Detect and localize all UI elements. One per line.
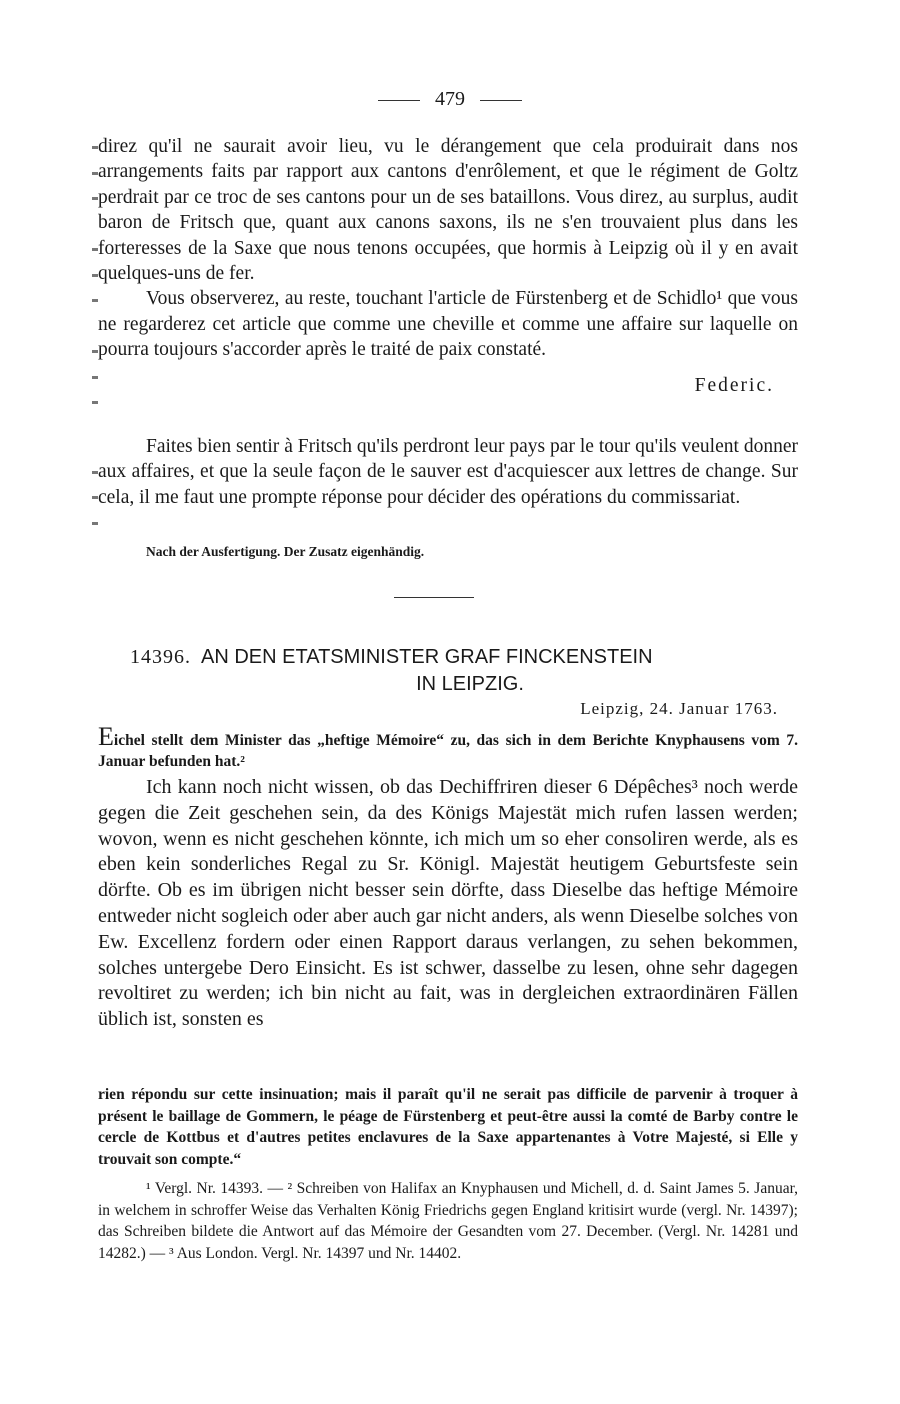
paragraph: Faites bien sentir à Fritsch qu'ils perdront leur pays par le tour qu'ils veulent donner aux affaires, et que la seule façon de le sauver est d'acquiescer aux lettres de change. Sur cela, il me faut une prompte réponse pour décider des opérations du commissariat. (98, 436, 798, 508)
document-number: 14396. (130, 646, 191, 668)
margin-mark (92, 350, 98, 353)
margin-mark (92, 172, 98, 175)
drop-capital: E (98, 722, 114, 751)
paragraph: direz qu'il ne saurait avoir lieu, vu le dérangement que cela produirait dans nos arrangements faits par rapport aux cantons d'enrôlement, et que le régiment de Goltz perdrait par ce troc de ses cantons pour un de ses bataillons. Vous direz, au surplus, audit baron de Fritsch que, quant aux canons saxons, ils ne s'en trouvaient plus dans les forteresses de la Saxe que nous tenons occupées, que hormis à Leipzig où il y en avait quelques-uns de fer. (98, 136, 798, 285)
margin-mark (92, 496, 98, 499)
summary-text: ichel stellt dem Minister das „heftige Mémoire“ zu, das sich in dem Berichte Knyphausens vom 7. Januar befunden hat.² (98, 732, 798, 770)
paragraph: Ich kann noch nicht wissen, ob das Dechiffriren dieser 6 Dépêches³ noch werde gegen die Zeit geschehen sein, da des Königs Majestät mich rufen lassen werden; wovon, wenn es nicht geschehen könnte, ich mich um so eher consoliren werde, als es eben kein sonderliches Regal zu Sr. Königl. Majestät heutigem Geburtsfeste sein dörfte. Ob es im übrigen nicht besser sein dörfte, dass Dieselbe das heftige Mémoire entweder nicht sogleich oder aber auch gar nicht anders, als wenn Dieselbe solches von Ew. Excellenz fordern oder einen Rapport daraus verlangen, zu sehen bekommen, solches untergebe Dero Einsicht. Es ist schwer, dasselbe zu lesen, ohne sehr dagegen revoltiret zu werden; ich bin nicht au fait, was in dergleichen extraordinären Fällen üblich ist, sonsten es (98, 776, 798, 1031)
margin-mark (92, 274, 98, 277)
margin-mark (92, 146, 98, 149)
source-note: Nach der Ausfertigung. Der Zusatz eigenhändig. (146, 544, 425, 559)
editorial-summary (98, 722, 798, 772)
footnotes (98, 1178, 798, 1264)
margin-mark (92, 197, 98, 200)
margin-mark (92, 471, 98, 474)
section-divider (394, 597, 474, 598)
dateline: Leipzig, 24. Januar 1763. (580, 699, 778, 718)
margin-mark (92, 522, 98, 525)
letter-continuation (98, 134, 798, 396)
page-number: 479 (435, 88, 465, 110)
margin-mark (92, 401, 98, 404)
heading-line-1 (130, 644, 770, 671)
margin-mark (92, 299, 98, 302)
margin-mark (92, 248, 98, 251)
letter-body (98, 775, 798, 1033)
footnote-text: ¹ Vergl. Nr. 14393. — ² Schreiben von Halifax an Knyphausen und Michell, d. d. Saint James 5. Januar, in welchem in schroffer Weise das Verhalten König Friedrichs gegen England kritisirt wurde (vergl. Nr. 14397); das Schreiben bildete die Antwort auf das Mémoire der Gesandten vom 27. December. (Vergl. Nr. 14281 und 14282.) — ³ Aus London. Vergl. Nr. 14397 und Nr. 14402. (98, 1180, 798, 1262)
document-heading (130, 644, 770, 698)
signature: Federic. (694, 374, 774, 396)
page-header (0, 88, 900, 116)
document-title-line-2: IN LEIPZIG. (416, 673, 524, 695)
header-dash-left (378, 100, 420, 101)
margin-mark (92, 376, 98, 379)
postscript (98, 434, 798, 510)
footnote-continuation: rien répondu sur cette insinuation; mais il paraît qu'il ne serait pas difficile de parvenir à troquer à présent le baillage de Gommern, le péage de Fürstenberg et peut-être aussi la comté de Barby contre le cercle de Kottbus et d'autres petites enclavures de la Saxe appartenantes à Votre Majesté, si Elle y trouvait son compte.“ (98, 1086, 798, 1168)
document-title: AN DEN ETATSMINISTER GRAF FINCKENSTEIN (201, 646, 653, 668)
header-dash-right (480, 100, 522, 101)
paragraph: Vous observerez, au reste, touchant l'article de Fürstenberg et de Schidlo¹ que vous ne regarderez cet article que comme une cheville et comme une affaire sur laquelle on pourra toujours s'accorder après le traité de paix constaté. (98, 288, 798, 361)
